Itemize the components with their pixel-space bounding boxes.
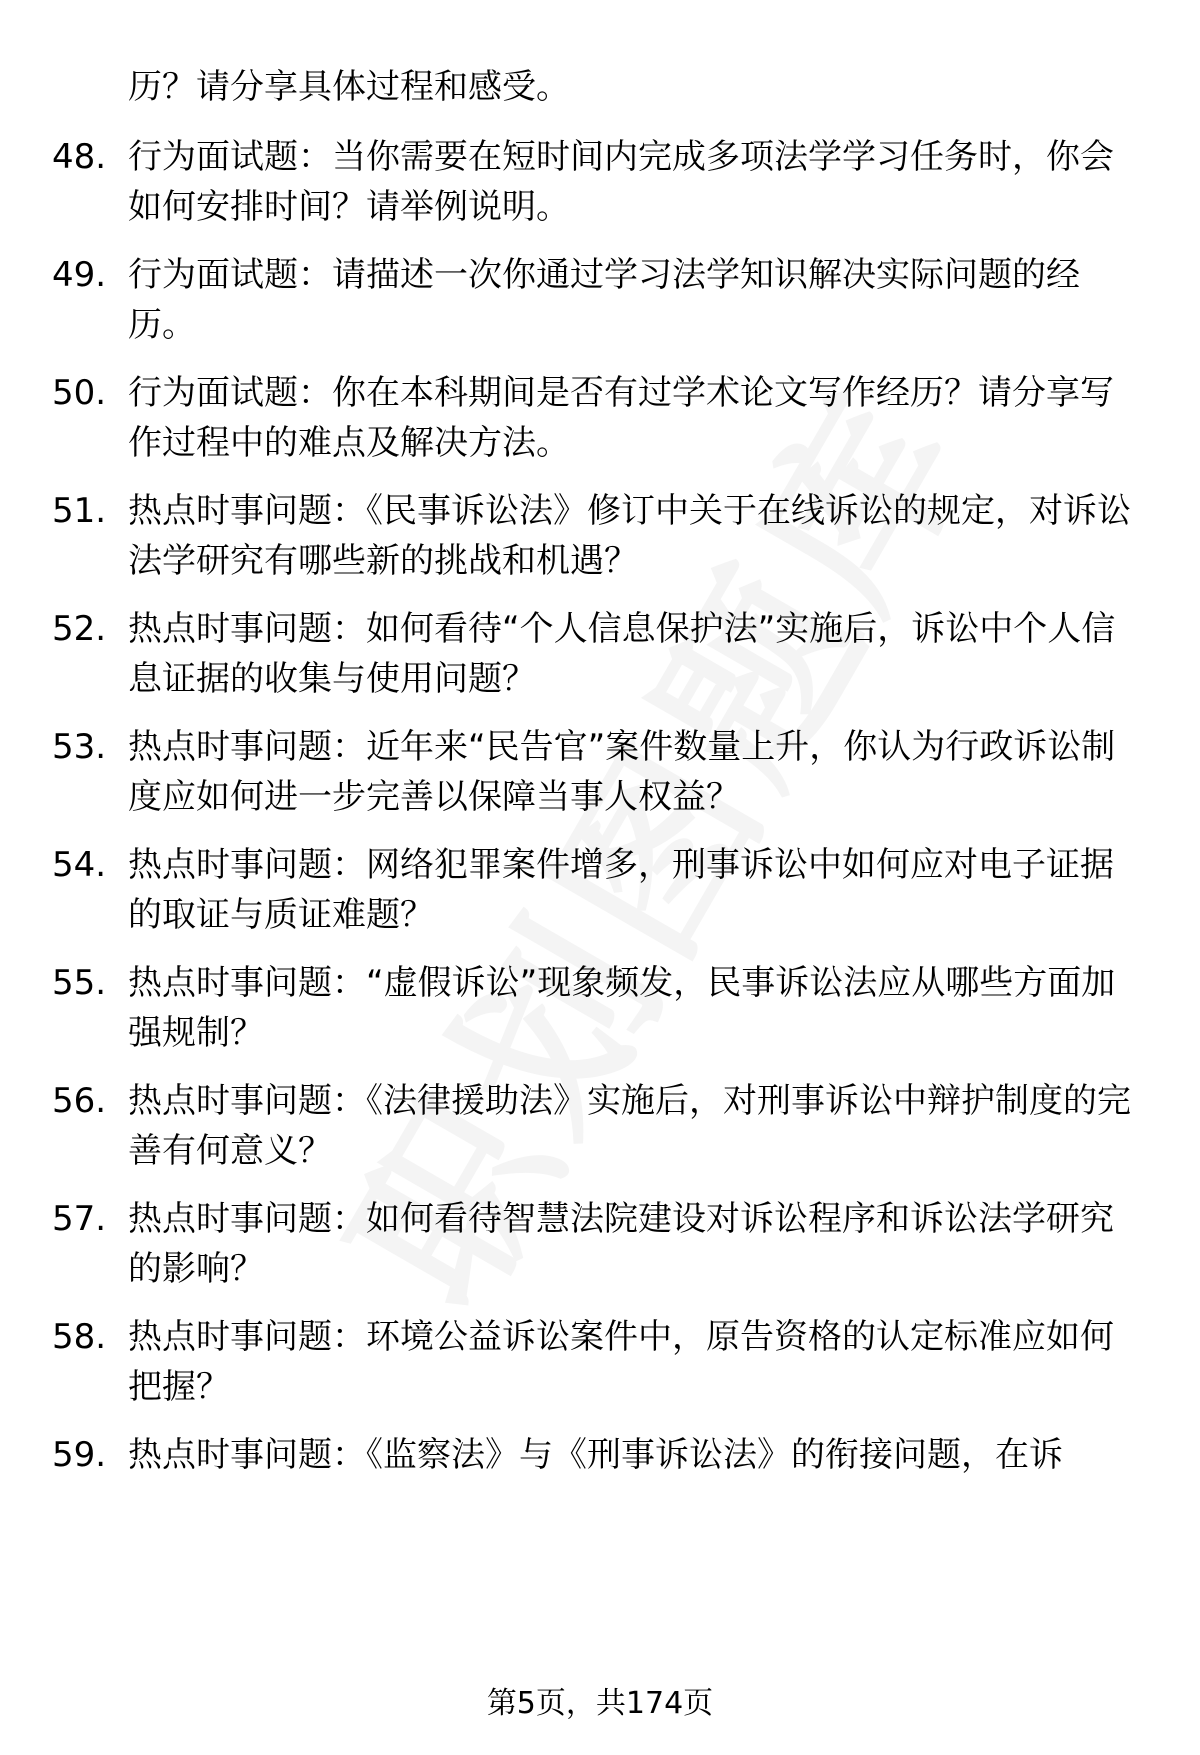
list-item: [52, 1430, 1142, 1480]
item-number: 57.: [52, 1199, 107, 1239]
item-number: 53.: [52, 727, 107, 767]
item-number: 55.: [52, 963, 107, 1003]
continued-text: 历？请分享具体过程和感受。: [128, 67, 570, 107]
item-text: 行为面试题：当你需要在短时间内完成多项法学学习任务时，你会如何安排时间？请举例说明。: [128, 137, 1114, 227]
item-text: 热点时事问题：《民事诉讼法》修订中关于在线诉讼的规定，对诉讼法学研究有哪些新的挑战和机遇？: [128, 491, 1131, 581]
list-item: [52, 250, 1142, 350]
item-text: 热点时事问题：环境公益诉讼案件中，原告资格的认定标准应如何把握？: [128, 1317, 1114, 1407]
item-number: 50.: [52, 373, 107, 413]
list-item: [52, 604, 1142, 704]
item-text: 热点时事问题：《法律援助法》实施后，对刑事诉讼中辩护制度的完善有何意义？: [128, 1081, 1131, 1171]
list-item: [52, 1194, 1142, 1294]
item-text: 行为面试题：你在本科期间是否有过学术论文写作经历？请分享写作过程中的难点及解决方法。: [128, 373, 1114, 463]
item-number: 59.: [52, 1435, 107, 1475]
item-text: 热点时事问题：“虚假诉讼”现象频发，民事诉讼法应从哪些方面加强规制？: [128, 963, 1116, 1053]
list-item: [52, 132, 1142, 232]
list-item: [52, 958, 1142, 1058]
item-number: 48.: [52, 137, 107, 177]
item-number: 54.: [52, 845, 107, 885]
item-text: 热点时事问题：网络犯罪案件增多，刑事诉讼中如何应对电子证据的取证与质证难题？: [128, 845, 1114, 935]
list-item: [52, 1312, 1142, 1412]
item-text: 热点时事问题：近年来“民告官”案件数量上升，你认为行政诉讼制度应如何进一步完善以保障当事人权益？: [128, 727, 1116, 817]
item-text: 热点时事问题：《监察法》与《刑事诉讼法》的衔接问题，在诉: [128, 1435, 1063, 1475]
item-text: 热点时事问题：如何看待“个人信息保护法”实施后，诉讼中个人信息证据的收集与使用问题？: [128, 609, 1116, 699]
list-item: [52, 1076, 1142, 1176]
list-item: [52, 486, 1142, 586]
item-number: 56.: [52, 1081, 107, 1121]
list-item: [52, 722, 1142, 822]
list-item: [52, 368, 1142, 468]
list-item: [52, 840, 1142, 940]
item-number: 58.: [52, 1317, 107, 1357]
page-footer: 第5页，共174页: [486, 1686, 714, 1721]
item-text: 热点时事问题：如何看待智慧法院建设对诉讼程序和诉讼法学研究的影响？: [128, 1199, 1114, 1289]
item-number: 51.: [52, 491, 107, 531]
item-number: 49.: [52, 255, 107, 295]
item-text: 行为面试题：请描述一次你通过学习法学知识解决实际问题的经历。: [128, 255, 1080, 345]
item-number: 52.: [52, 609, 107, 649]
